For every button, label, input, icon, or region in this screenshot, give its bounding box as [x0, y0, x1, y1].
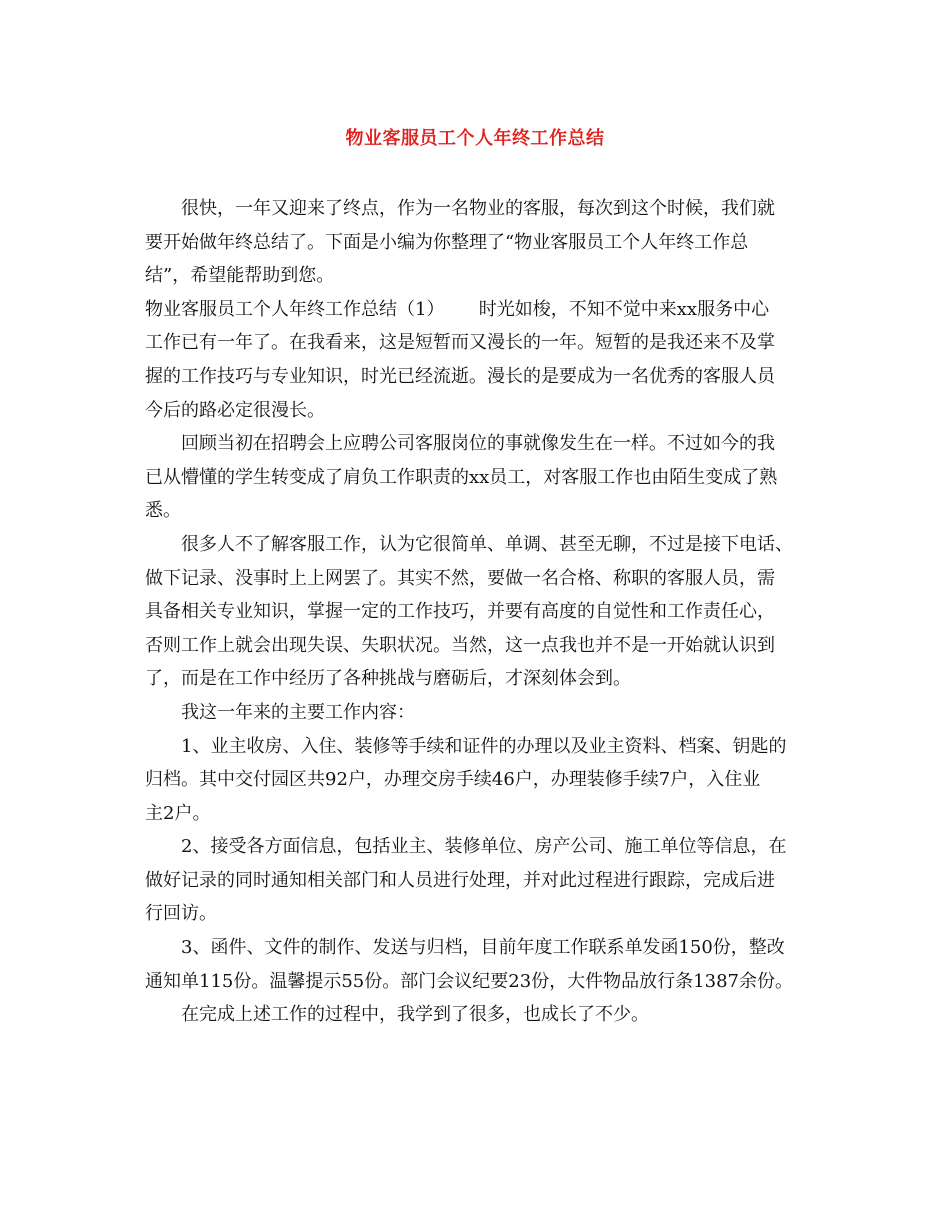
text-line: 否则工作上就会出现失误、失职状况。当然，这一点我也并不是一开始就认识到 [145, 634, 775, 656]
text-line: 工作已有一年了。在我看来，这是短暂而又漫长的一年。短暂的是我还来不及掌 [145, 332, 775, 354]
text-line: 做好记录的同时通知相关部门和人员进行处理，并对此过程进行跟踪，完成后进 [145, 869, 775, 891]
text-line: 了，而是在工作中经历了各种挑战与磨砺后，才深刻体会到。 [145, 668, 631, 690]
text-line: 做下记录、没事时上上网罢了。其实不然，要做一名合格、称职的客服人员，需 [145, 567, 775, 589]
text-line: 结”，希望能帮助到您。 [145, 265, 335, 287]
text-line: 在完成上述工作的过程中，我学到了很多，也成长了不少。 [181, 1004, 649, 1026]
text-line: 要开始做年终总结了。下面是小编为你整理了“物业客服员工个人年终工作总 [145, 231, 749, 253]
text-line: 归档。其中交付园区共92户，办理交房手续46户，办理装修手续7户，入住业 [145, 769, 761, 791]
text-line: 握的工作技巧与专业知识，时光已经流逝。漫长的是要成为一名优秀的客服人员 [145, 365, 775, 387]
text-line: 我这一年来的主要工作内容： [181, 701, 415, 723]
text-line: 2、接受各方面信息，包括业主、装修单位、房产公司、施工单位等信息，在 [181, 836, 787, 858]
text-line: 具备相关专业知识，掌握一定的工作技巧，并要有高度的自觉性和工作责任心， [145, 601, 775, 623]
text-line: 已从懵懂的学生转变成了肩负工作职责的xx员工，对客服工作也由陌生变成了熟 [145, 466, 778, 488]
text-line: 回顾当初在招聘会上应聘公司客服岗位的事就像发生在一样。不过如今的我 [181, 433, 775, 455]
text-line: 很快，一年又迎来了终点，作为一名物业的客服，每次到这个时候，我们就 [181, 198, 775, 219]
document-title: 物业客服员工个人年终工作总结 [345, 128, 605, 149]
text-line: 物业客服员工个人年终工作总结（1） 时光如梭，不知不觉中来xx服务中心 [145, 298, 770, 320]
text-line: 行回访。 [145, 903, 217, 925]
text-line: 1、业主收房、入住、装修等手续和证件的办理以及业主资料、档案、钥匙的 [181, 735, 787, 757]
text-line: 悉。 [145, 500, 181, 522]
document-body [145, 192, 813, 1032]
text-line: 今后的路必定很漫长。 [145, 399, 325, 421]
text-line: 3、函件、文件的制作、发送与归档，目前年度工作联系单发函150份，整改 [181, 937, 785, 959]
text-line: 很多人不了解客服工作，认为它很简单、单调、甚至无聊，不过是接下电话、 [181, 533, 793, 555]
text-line: 通知单115份。温馨提示55份。部门会议纪要23份，大件物品放行条1387余份。 [145, 970, 793, 992]
text-line: 主2户。 [145, 802, 211, 824]
